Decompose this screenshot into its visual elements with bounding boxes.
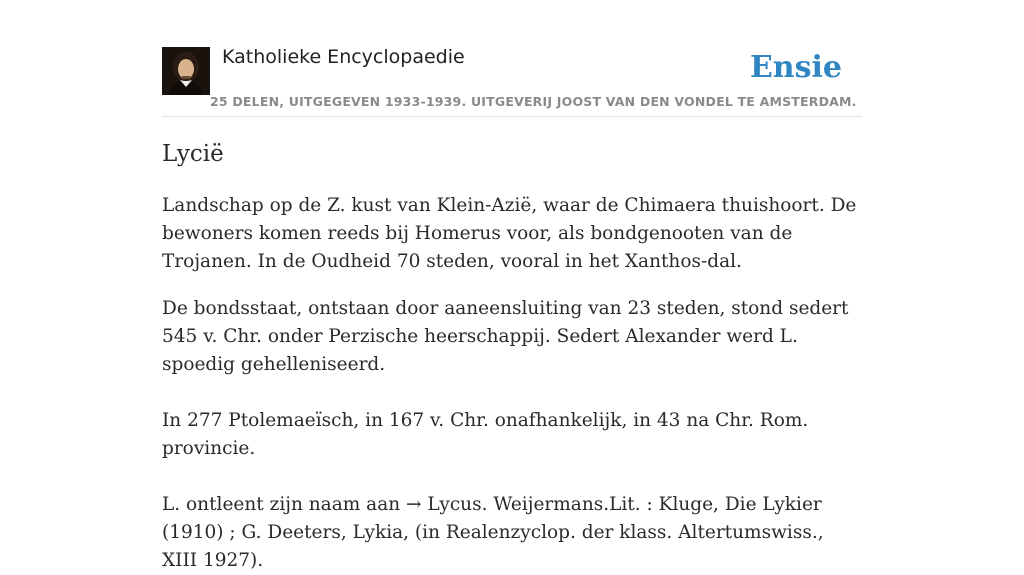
article-title: Lycië <box>162 141 224 167</box>
portrait-image <box>162 47 210 95</box>
article-paragraph: Landschap op de Z. kust van Klein-Azië, waar de Chimaera thuishoort. De bewoners komen reeds bij Homerus voor, als bondgenooten van de Trojanen. In de Oudheid 70 steden, vooral in het Xanthos-dal. <box>162 195 857 272</box>
brand-logo[interactable]: Ensie <box>749 50 842 85</box>
source-meta: 25 DELEN, UITGEGEVEN 1933-1939. UITGEVERIJ JOOST VAN DEN VONDEL TE AMSTERDAM. <box>210 94 857 109</box>
article-paragraph: De bondsstaat, ontstaan door aaneensluiting van 23 steden, stond sedert 545 v. Chr. onder Perzische heerschappij. Sedert Alexander werd L. spoedig gehelleniseerd. In 277 Ptolemaeïsch, in 167 v. Chr. onafhankelijk, in 43 na Chr. Rom. provincie. L. ontleent zijn naam aan → Lycus. Weijermans.Lit. : Kluge, Die Lykier (1910) ; G. Deeters, Lykia, (in Realenzyclop. der klass. Altertumswiss., XIII 1927). <box>162 298 849 571</box>
article <box>162 138 862 575</box>
source-header <box>162 40 862 117</box>
avatar[interactable] <box>162 47 210 95</box>
source-name-link[interactable]: Katholieke Encyclopaedie <box>222 46 465 68</box>
